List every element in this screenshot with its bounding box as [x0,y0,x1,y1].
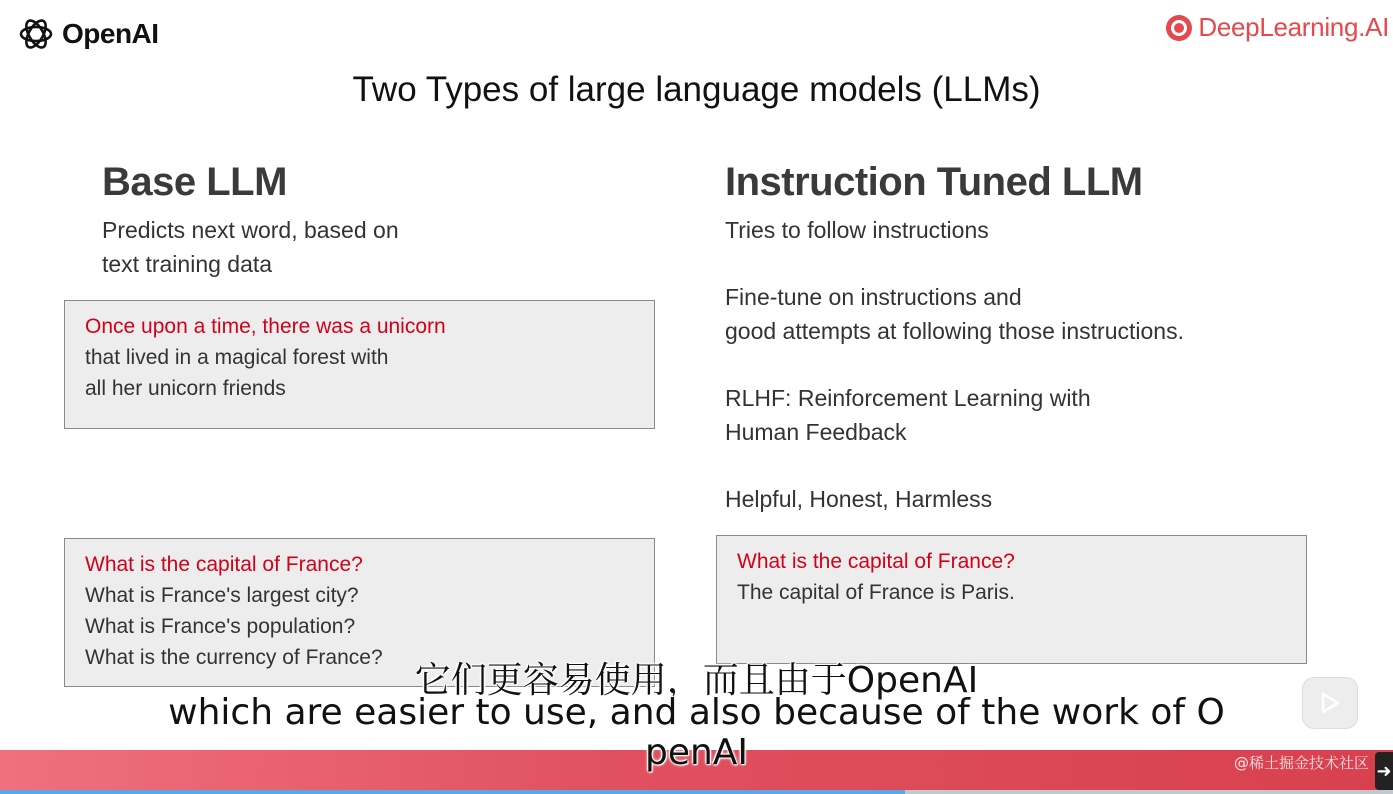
instruction-llm-heading: Instruction Tuned LLM [725,160,1143,204]
instruction-point-line: Helpful, Honest, Harmless [725,486,993,512]
arrow-right-icon: ➜ [1376,760,1392,781]
instruction-llm-description [725,213,1325,549]
example-completion: all her unicorn friends [85,377,286,400]
openai-logo [16,14,159,54]
example-prompt: What is the capital of France? [737,550,1015,573]
deeplearning-logo [1164,12,1389,43]
subtitle-chinese: 它们更容易使用，而且由于OpenAI [414,660,979,701]
example-completion: The capital of France is Paris. [737,581,1015,604]
instruction-point-line: good attempts at following those instructions. [725,318,1184,344]
instruction-point-line: Fine-tune on instructions and [725,284,1022,310]
openai-icon [16,14,56,54]
example-completion: What is France's population? [85,615,356,638]
instruction-point [725,213,1325,247]
instruction-point-line: RLHF: Reinforcement Learning with [725,385,1091,411]
example-prompt: Once upon a time, there was a unicorn [85,315,446,338]
watermark: @稀土掘金技术社区 [1233,754,1369,772]
example-completion: that lived in a magical forest with [85,346,389,369]
instruction-point [725,280,1325,348]
instruction-point-line: Tries to follow instructions [725,217,989,243]
subtitle-english-line: which are easier to use, and also because of the work of O [168,692,1225,733]
base-llm-heading: Base LLM [102,160,287,204]
openai-wordmark: OpenAI [62,18,159,49]
deeplearning-wordmark: DeepLearning.AI [1198,12,1389,42]
slide-title: Two Types of large language models (LLMs) [352,70,1041,109]
deeplearning-icon [1164,13,1194,43]
base-desc-line: Predicts next word, based on [102,217,399,243]
example-completion: What is the currency of France? [85,646,383,669]
instruction-point [725,381,1325,449]
example-completion: What is France's largest city? [85,584,359,607]
instruction-example-france [716,535,1307,664]
instruction-point [725,482,1325,516]
example-prompt: What is the capital of France? [85,553,363,576]
progress-fill [0,790,905,794]
instruction-point-line: Human Feedback [725,419,907,445]
subtitle-english-line: penAI [644,732,749,773]
base-desc-line: text training data [102,251,273,277]
base-llm-description [102,213,522,281]
base-example-unicorn [64,300,655,429]
